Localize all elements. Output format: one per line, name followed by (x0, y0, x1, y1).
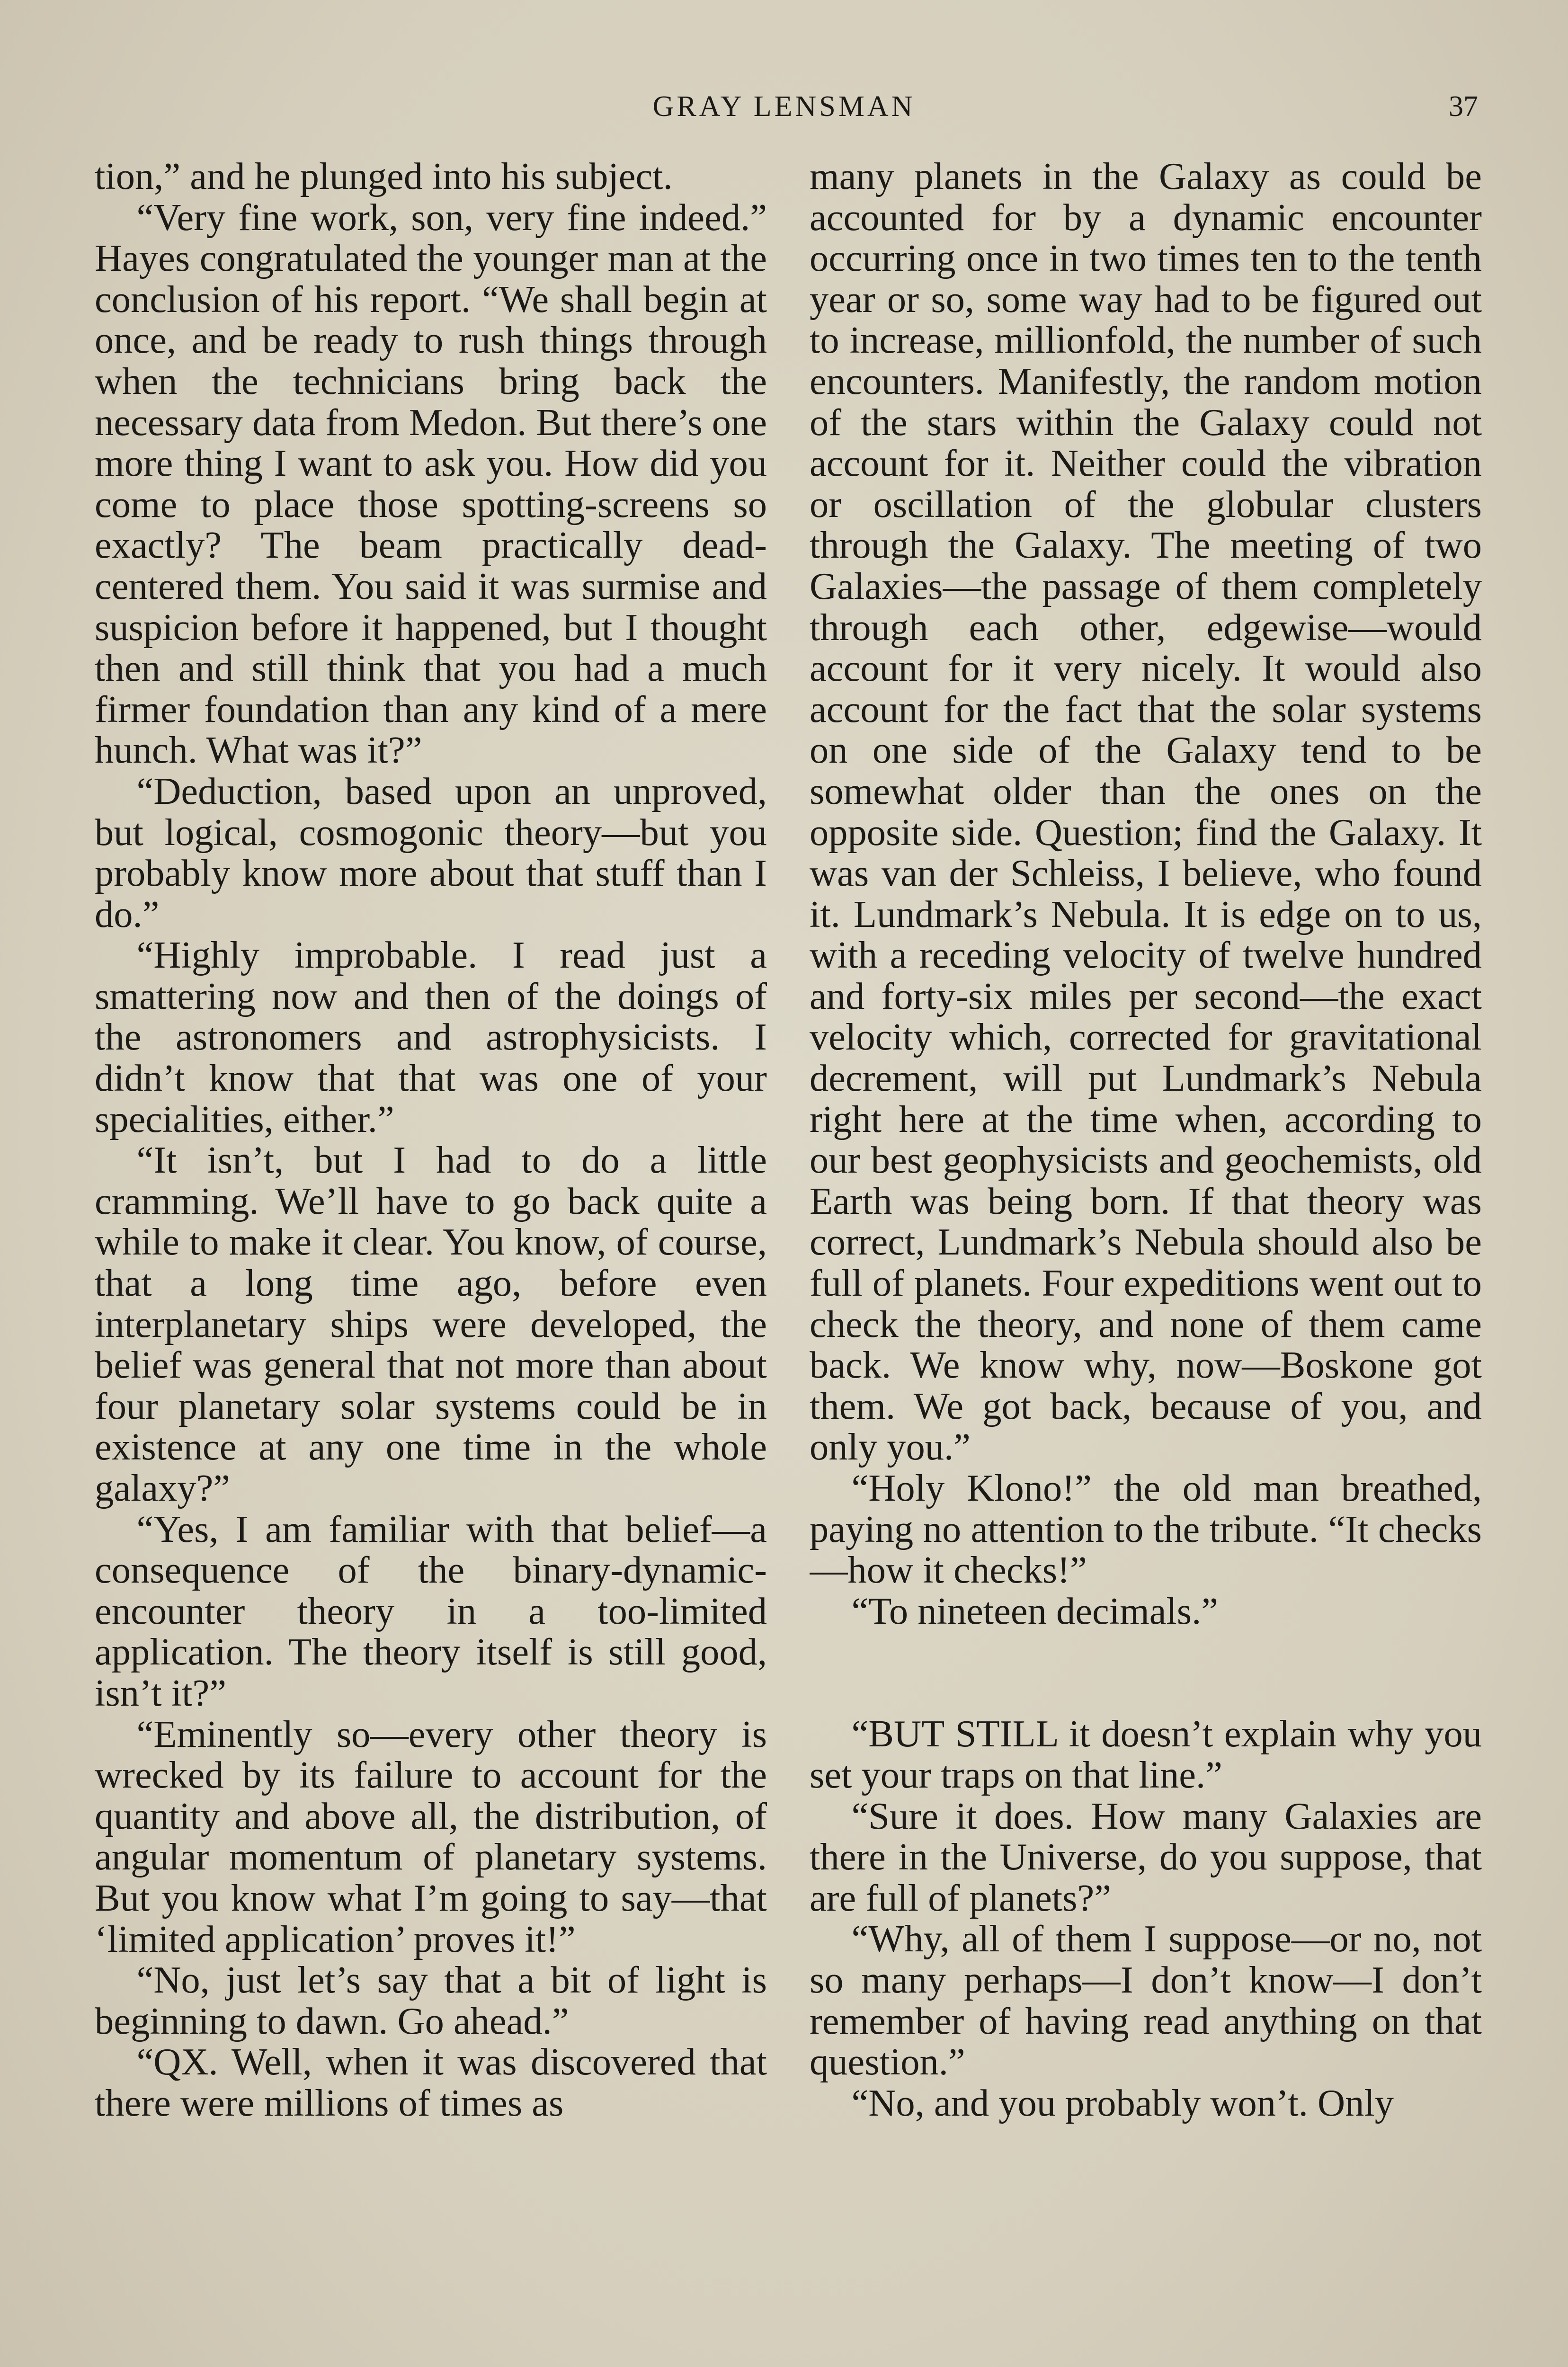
right-column (810, 156, 1482, 2343)
paragraph: “No, and you probably won’t. Only (851, 2082, 1394, 2124)
running-head: GRAY LENSMAN (652, 90, 916, 123)
paragraph: “BUT STILL it doesn’t explain why you set your traps on that line.” (810, 1713, 1482, 1796)
page-number: 37 (1449, 90, 1478, 123)
paragraph: tion,” and he plunged into his subject. (95, 156, 673, 197)
paragraph: “Highly improbable. I read just a smattering now and then of the doings of the astronomers and astrophysicists. I didn’t know that that was one of your specialities, either.” (95, 934, 767, 1140)
paragraph: “Holy Klono!” the old man breathed, paying no attention to the tribute. “It checks—how it checks!” (810, 1467, 1482, 1592)
paragraph: “To nineteen decimals.” (851, 1590, 1218, 1632)
left-column (95, 156, 767, 2343)
paragraph: “Eminently so—every other theory is wrecked by its failure to account for the quantity and above all, the distribution, of angular momentum of planetary systems. But you know what I’m going to say—that ‘limited application’ proves it!” (95, 1713, 767, 1960)
paragraph: “QX. Well, when it was discovered that there were millions of times as (95, 2041, 767, 2124)
paragraph: “No, just let’s say that a bit of light is beginning to dawn. Go ahead.” (95, 1959, 767, 2042)
paragraph: “It isn’t, but I had to do a little cramming. We’ll have to go back quite a while to make it clear. You know, of course, that a long time ago, before even interplanetary ships were developed, the belief was general that not more than about four planetary solar systems could be in existence at any one time in the whole galaxy?” (95, 1139, 767, 1509)
paragraph: “Deduction, based upon an unproved, but logical, cosmogonic theory—but you probably know more about that stuff than I do.” (95, 770, 767, 935)
section-break (810, 1632, 1482, 1714)
paragraph: “Yes, I am familiar with that belief—a consequence of the binary-dynamic-encounter theory in a too-limited application. The theory itself is still good, isn’t it?” (95, 1508, 767, 1714)
paragraph: “Why, all of them I suppose—or no, not so many perhaps—I don’t know—I don’t remember of having read anything on that question.” (810, 1918, 1482, 2083)
paragraph: “Very fine work, son, very fine indeed.” Hayes congratulated the younger man at the conclusion of his report. “We shall begin at once, and be ready to rush things through when the technicians bring back the necessary data from Medon. But there’s one more thing I want to ask you. How did you come to place those spotting-screens so exactly? The beam practically dead-centered them. You said it was surmise and suspicion before it happened, but I thought then and still think that you had a much firmer foundation than any kind of a mere hunch. What was it?” (95, 196, 767, 772)
paragraph: many planets in the Galaxy as could be accounted for by a dynamic encounter occurring once in two times ten to the tenth year or so, some way had to be figured out to increase, millionfold, the number of such encounters. Manifestly, the random motion of the stars within the Galaxy could not account for it. Neither could the vibration or oscillation of the globular clusters through the Galaxy. The meeting of two Galaxies—the passage of them completely through each other, edgewise—would account for it very nicely. It would also account for the fact that the solar systems on one side of the Galaxy tend to be somewhat older than the ones on the opposite side. Question; find the Galaxy. It was van der Schleiss, I believe, who found it. Lundmark’s Nebula. It is edge on to us, with a receding velocity of twelve hundred and forty-six miles per second—the exact velocity which, corrected for gravitational decrement, will put Lundmark’s Nebula right here at the time when, according to our best geophysicists and geochemists, old Earth was being born. If that theory was correct, Lundmark’s Nebula should also be full of planets. Four expeditions went out to check the theory, and none of them came back. We know why, now—Boskone got them. We got back, because of you, and only you.” (810, 156, 1482, 1468)
paragraph: “Sure it does. How many Galaxies are there in the Universe, do you suppose, that are full of planets?” (810, 1795, 1482, 1919)
